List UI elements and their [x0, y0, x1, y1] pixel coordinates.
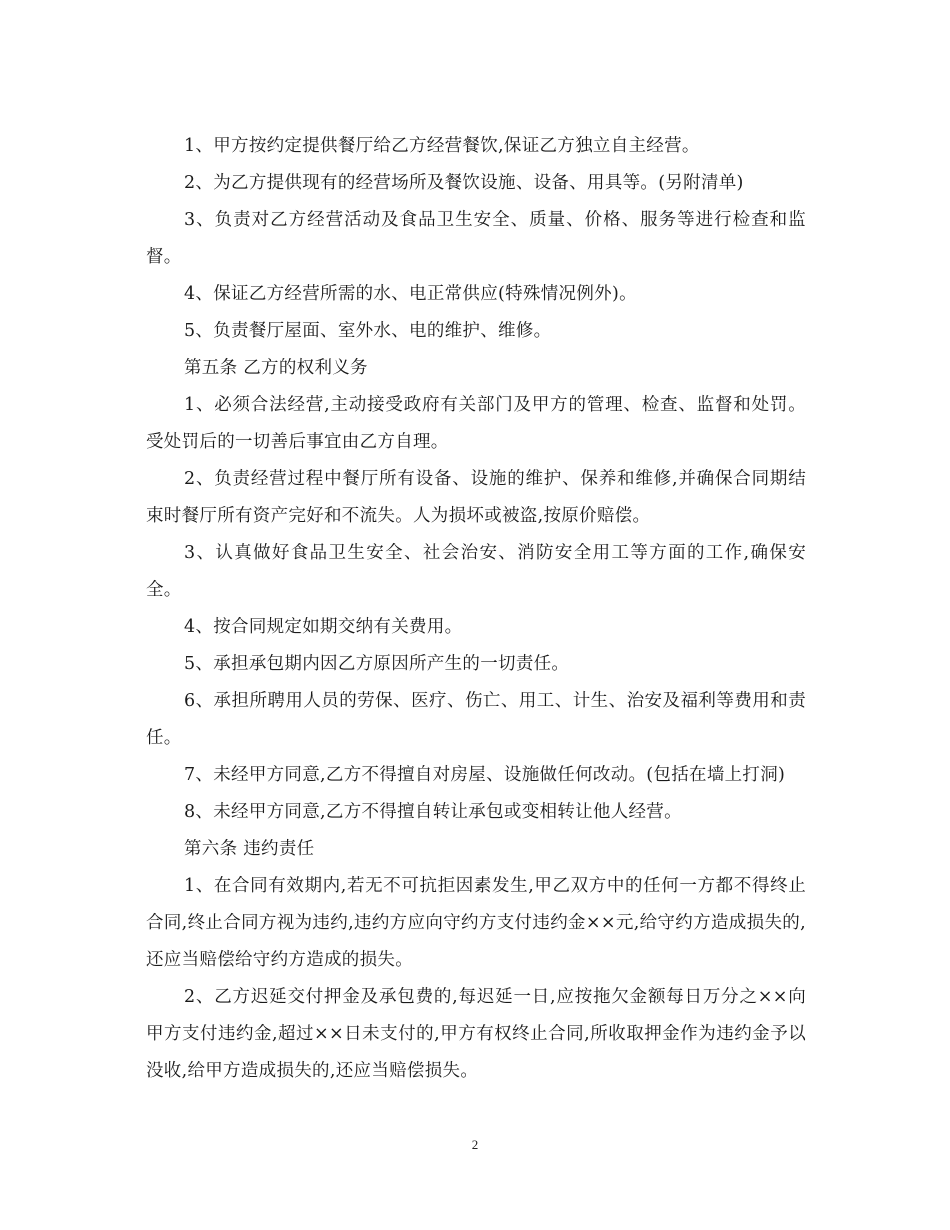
clause-item-5: 5、负责餐厅屋面、室外水、电的维护、维修。	[184, 321, 552, 341]
article-5-item-5: 5、承担承包期内因乙方原因所产生的一切责任。	[184, 654, 570, 674]
document-body	[146, 128, 806, 1090]
clause-item-4: 4、保证乙方经营所需的水、电正常供应(特殊情况例外)。	[184, 284, 637, 304]
article-5-item-3: 3、认真做好食品卫生安全、社会治安、消防安全用工等方面的工作,确保安全。	[146, 543, 806, 600]
article-6-item-2: 2、乙方迟延交付押金及承包费的,每迟延一日,应按拖欠金额每日万分之××向甲方支付违约金,超过××日未支付的,甲方有权终止合同,所收取押金作为违约金予以没收,给甲方造成损失的,还应当赔偿损失。	[146, 987, 806, 1081]
article-5-item-7: 7、未经甲方同意,乙方不得擅自对房屋、设施做任何改动。(包括在墙上打洞)	[184, 765, 786, 785]
article-5-item-6: 6、承担所聘用人员的劳保、医疗、伤亡、用工、计生、治安及福利等费用和责任。	[146, 691, 806, 748]
article-5-item-1: 1、必须合法经营,主动接受政府有关部门及甲方的管理、检查、监督和处罚。受处罚后的一切善后事宜由乙方自理。	[146, 395, 806, 452]
article-5-item-4: 4、按合同规定如期交纳有关费用。	[184, 617, 463, 637]
article-6-item-1: 1、在合同有效期内,若无不可抗拒因素发生,甲乙双方中的任何一方都不得终止合同,终止合同方视为违约,违约方应向守约方支付违约金××元,给守约方造成损失的,还应当赔偿给守约方造成的损失。	[146, 876, 806, 970]
clause-item-1: 1、甲方按约定提供餐厅给乙方经营餐饮,保证乙方独立自主经营。	[184, 136, 700, 156]
article-5-item-2: 2、负责经营过程中餐厅所有设备、设施的维护、保养和维修,并确保合同期结束时餐厅所有资产完好和不流失。人为损坏或被盗,按原价赔偿。	[146, 469, 806, 526]
article-5-item-8: 8、未经甲方同意,乙方不得擅自转让承包或变相转让他人经营。	[184, 802, 682, 822]
article-6-heading: 第六条 违约责任	[184, 839, 315, 859]
clause-item-3: 3、负责对乙方经营活动及食品卫生安全、质量、价格、服务等进行检查和监督。	[146, 210, 806, 267]
clause-item-2: 2、为乙方提供现有的经营场所及餐饮设施、设备、用具等。(另附清单)	[184, 173, 744, 193]
article-5-heading: 第五条 乙方的权利义务	[184, 358, 368, 378]
page-number: 2	[471, 1137, 479, 1152]
